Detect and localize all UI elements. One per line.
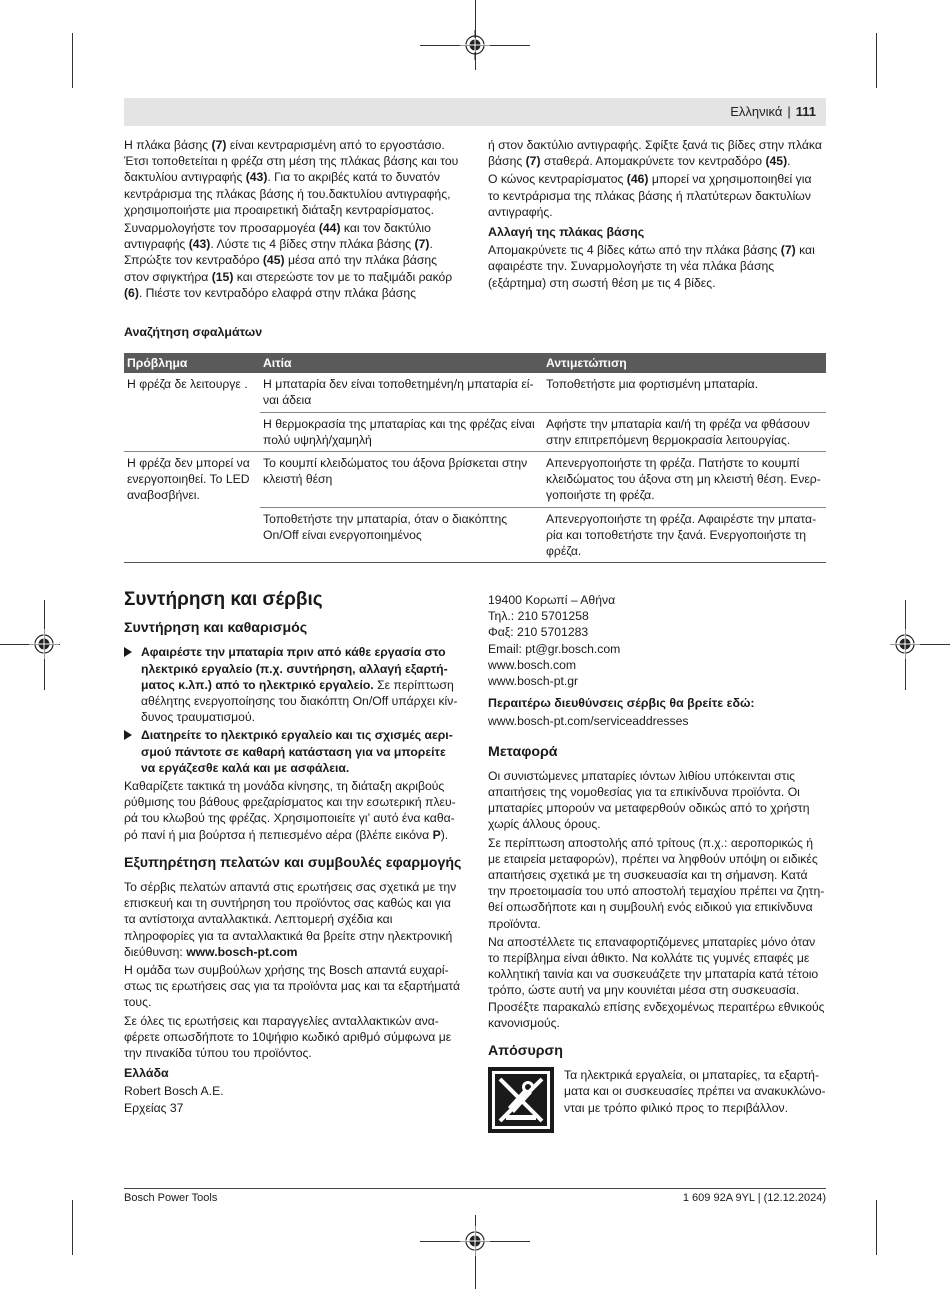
address-line: Robert Bosch A.E.: [124, 1084, 224, 1099]
service-heading: Εξυπηρέτηση πελατών και συμβουλές εφαρμογής: [124, 854, 462, 871]
footer-right: 1 609 92A 9YL | (12.12.2024): [682, 1192, 826, 1204]
address-line: Ερχείας 37: [124, 1100, 184, 1115]
service-addresses-link[interactable]: www.bosch-pt.com/serviceaddresses: [488, 714, 689, 729]
maintenance-title: Συντήρηση και σέρβις: [124, 589, 323, 610]
disposal-row: [488, 1067, 826, 1133]
problem-cell: [124, 412, 260, 451]
transport-paragraph: Να αποστέλλετε τις επαναφορτιζόμενες μπαταρίες μόνο όταν το περίβλημα είναι άθικτο. Να κολλάτε τις γυμνές επαφές με κολλητική ταινία και να συσκευάζετε την μπαταρία κατά τέτοιο τρόπο, ώστε αυτή να μην κουνιέται μέσα στη συσκευασία. Προσέξτε παρακαλώ επίσης ενδεχομένως περαιτέρω εθνικούς κανονισμούς.: [488, 934, 825, 1030]
footer-divider: [124, 1188, 826, 1189]
column-header: Αιτία: [260, 353, 543, 373]
service-paragraph: Το σέρβις πελατών απαντά στις ερωτήσεις σας σχετικά με την επισκευή και τη συντήρηση του προϊόντος σας καθώς και για τα αντίστοιχα ανταλλακτικά. Λεπτομερή σχέδια και πληροφορίες για τα ανταλλακτικά θα βρείτε στην ηλεκτρονική διεύθυνση: www.bosch-pt.com: [124, 880, 457, 959]
page-header: [124, 98, 826, 126]
safety-bullet: [124, 644, 462, 725]
header-language: Ελληνικά: [730, 104, 783, 119]
registration-mark-icon: [460, 30, 490, 60]
cause-cell: Το κουμπί κλειδώματος του άξονα βρίσκεται στην κλειστή θέση: [260, 452, 543, 508]
table-row: [124, 507, 826, 563]
intro-right-paragraph: ή στον δακτύλιο αντιγραφής. Σφίξτε ξανά τις βίδες στην πλάκα βάσης (7) σταθερά. Απομακρύνετε τον κεντραδόρο (45).: [488, 138, 822, 169]
intro-left-paragraph: Η πλάκα βάσης (7) είναι κεντραρισμένη από το εργοστάσιο. Έτσι τοποθετείται η φρέζα στη μέση της πλάκας βάσης και του δακτυλίου αντιγραφής (43). Για το ακριβές κατά το δυνατόν κεντράρισμα της πλάκας βάσης ή του.δακτυλίου αντιγραφής, χρησιμοποιήστε μια προαιρετική διάταξη κεντραρίσματος.: [124, 138, 459, 217]
triangle-bullet-icon: [124, 730, 132, 740]
header-text: Ελληνικά | 111: [730, 104, 816, 119]
more-addresses-heading: Περαιτέρω διευθύνσεις σέρβις θα βρείτε εδώ:: [488, 696, 755, 711]
contact-line: www.bosch-pt.gr: [488, 674, 579, 689]
crop-mark: [72, 33, 73, 88]
troubleshooting-title: Αναζήτηση σφαλμάτων: [124, 325, 263, 339]
table-header-row: [124, 353, 826, 373]
contact-line: Email: pt@gr.bosch.com: [488, 641, 621, 656]
table-row: [124, 412, 826, 451]
remedy-cell: Απενεργοποιήστε τη φρέζα. Πατήστε το κουμπί κλειδώματος του άξονα στη μη κλειστή θέση. Ενεργοποιήστε τη φρέζα.: [543, 452, 826, 508]
base-plate-text: Απομακρύνετε τις 4 βίδες κάτω από την πλάκα βάσης (7) και αφαιρέστε την. Συναρμολογήστε τη νέα πλάκα βάσης (εξάρτημα) στη σωστή θέση με τις 4 βίδες.: [488, 243, 815, 290]
problem-cell: Η φρέζα δε λειτουργε .: [127, 377, 248, 392]
contact-line: www.bosch.com: [488, 657, 577, 672]
crop-mark: [876, 1200, 877, 1255]
triangle-bullet-icon: [124, 647, 132, 657]
base-plate-heading: Αλλαγή της πλάκας βάσης: [488, 225, 645, 240]
disposal-heading: Απόσυρση: [488, 1043, 563, 1060]
column-header: Αντιμετώπιση: [543, 353, 826, 373]
registration-mark-icon: [29, 629, 59, 659]
remedy-cell: Απενεργοποιήστε τη φρέζα. Αφαιρέστε την μπαταρία και τοποθετήστε την ξανά. Ενεργοποιήστε τη φρέζα.: [543, 507, 826, 563]
safety-bullet-text: Αφαιρέστε την μπαταρία πριν από κάθε εργασία στο ηλεκτρικό εργαλείο (π.χ. συντήρηση, αλλαγή εξαρτήματος κ.λπ.) από το ηλεκτρικό εργαλείο. Σε περίπτωση αθέλητης ενεργοποίησης του διακόπτη On/Off υπάρχει κίνδυνος τραυματισμού.: [141, 645, 458, 725]
cleaning-heading: Συντήρηση και καθαρισμός: [124, 620, 308, 637]
transport-heading: Μεταφορά: [488, 743, 558, 760]
troubleshooting-table: [124, 353, 826, 563]
intro-right-column: [488, 137, 826, 293]
contact-line: Φαξ: 210 5701283: [488, 625, 589, 640]
contact-column: [488, 592, 826, 1133]
intro-left-column: [124, 137, 462, 303]
problem-cell: Η φρέζα δεν μπορεί να ενεργοποιηθεί. Το LED αναβοσβήνει.: [127, 456, 250, 503]
disposal-text: Τα ηλεκτρικά εργαλεία, οι μπαταρίες, τα εξαρτήματα και οι συσκευασίες πρέπει να ανακυκλώνονται με τρόπο φιλικό προς το περιβάλλον.: [564, 1068, 826, 1115]
maintenance-column: [124, 589, 462, 1116]
intro-right-paragraph: Ο κώνος κεντραρίσματος (46) μπορεί να χρησιμοποιηθεί για το κεντράρισμα της πλάκας βάσης ή πλατύτερων δακτυλίων αντιγραφής.: [488, 172, 812, 219]
registration-mark-icon: [460, 1226, 490, 1256]
contact-line: Τηλ.: 210 5701258: [488, 609, 589, 624]
table-row: [124, 373, 826, 412]
registration-mark-icon: [890, 629, 920, 659]
remedy-cell: Αφήστε την μπαταρία και/ή τη φρέζα να φθάσουν στην επιτρεπόμενη θερμοκρασία λειτουργίας.: [543, 412, 826, 451]
transport-paragraph: Σε περίπτωση αποστολής από τρίτους (π.χ.: αεροπορικώς ή με εταιρεία μεταφορών), πρέπει να ληφθούν υπόψη οι ειδικές απαιτήσεις σχετικά με τη συσκευασία και τη σήμανση. Κατά την προετοιμασία του υπό αποστολή τεμαχίου πρέπει να ζητηθεί οπωσδήποτε και η συμβουλή ενός ειδικού για επικίνδυνα προϊόντα.: [488, 835, 825, 931]
cause-cell: Τοποθετήστε την μπαταρία, όταν ο διακόπτης On/Off είναι ενεργοποιημένος: [260, 507, 543, 563]
crop-mark: [876, 33, 877, 88]
remedy-cell: Τοποθετήστε μια φορτισμένη μπαταρία.: [543, 373, 826, 412]
safety-bullet-text: Διατηρείτε το ηλεκτρικό εργαλείο και τις σχισμές αερισμού πάντοτε σε καθαρή κατάσταση για να μπορείτε να εργάζεσθε καλά και με ασφάλεια.: [141, 728, 453, 775]
service-paragraph: Η ομάδα των συμβούλων χρήσης της Bosch απαντά ευχαρίστως τις ερωτήσεις σας για τα προϊόντα μας και τα εξαρτήματά τους.: [124, 963, 461, 1010]
footer-left: Bosch Power Tools: [124, 1192, 218, 1204]
service-paragraph: Σε όλες τις ερωτήσεις και παραγγελίες ανταλλακτικών αναφέρετε οπωσδήποτε το 10ψήφιο κωδικό αριθμό σύμφωνα με την πινακίδα τύπου του προϊόντος.: [124, 1013, 452, 1061]
problem-cell: [124, 507, 260, 563]
column-header: Πρόβλημα: [124, 353, 260, 373]
contact-line: 19400 Κορωπί – Αθήνα: [488, 593, 616, 607]
cause-cell: Η θερμοκρασία της μπαταρίας και της φρέζας είναι πολύ υψηλή/χαμηλή: [260, 412, 543, 451]
crossed-bin-icon: [488, 1067, 554, 1133]
cleaning-text: Καθαρίζετε τακτικά τη μονάδα κίνησης, τη διάταξη ακριβούς ρύθμισης του βάθους φρεζαρίσματος και την εσωτερική πλευρά του κλωβού της φρέζας. Χρησιμοποιείτε γι’ αυτό ένα καθαρό πανί ή μια βούρτσα ή πεπιεσμένο αέρα (βλέπε εικόνα P).: [124, 779, 456, 842]
crop-mark: [72, 1200, 73, 1255]
safety-bullet: [124, 727, 462, 776]
transport-paragraph: Οι συνιστώμενες μπαταρίες ιόντων λιθίου υπόκεινται στις απαιτήσεις της νομοθεσίας για τα επικίνδυνα προϊόντα. Οι μπαταρίες μπορούν να μεταφερθούν οδικώς από το χρήστη χωρίς άλλους όρους.: [488, 768, 810, 832]
cause-cell: Η μπαταρία δεν είναι τοποθετημένη/η μπαταρία είναι άδεια: [260, 373, 543, 412]
country-heading: Ελλάδα: [124, 1066, 169, 1081]
intro-left-paragraph: Συναρμολογήστε τον προσαρμογέα (44) και τον δακτύλιο αντιγραφής (43). Λύστε τις 4 βίδες στην πλάκα βάσης (7). Σπρώξτε τον κεντραδόρο (45) μέσα από την πλάκα βάσης στον σφιγκτήρα (15) και στερεώστε τον με το παξιμάδι ρακόρ (6). Πιέστε τον κεντραδόρο ελαφρά στην πλάκα βάσης: [124, 221, 453, 300]
table-row: [124, 452, 826, 508]
page-number: 111: [795, 104, 816, 119]
